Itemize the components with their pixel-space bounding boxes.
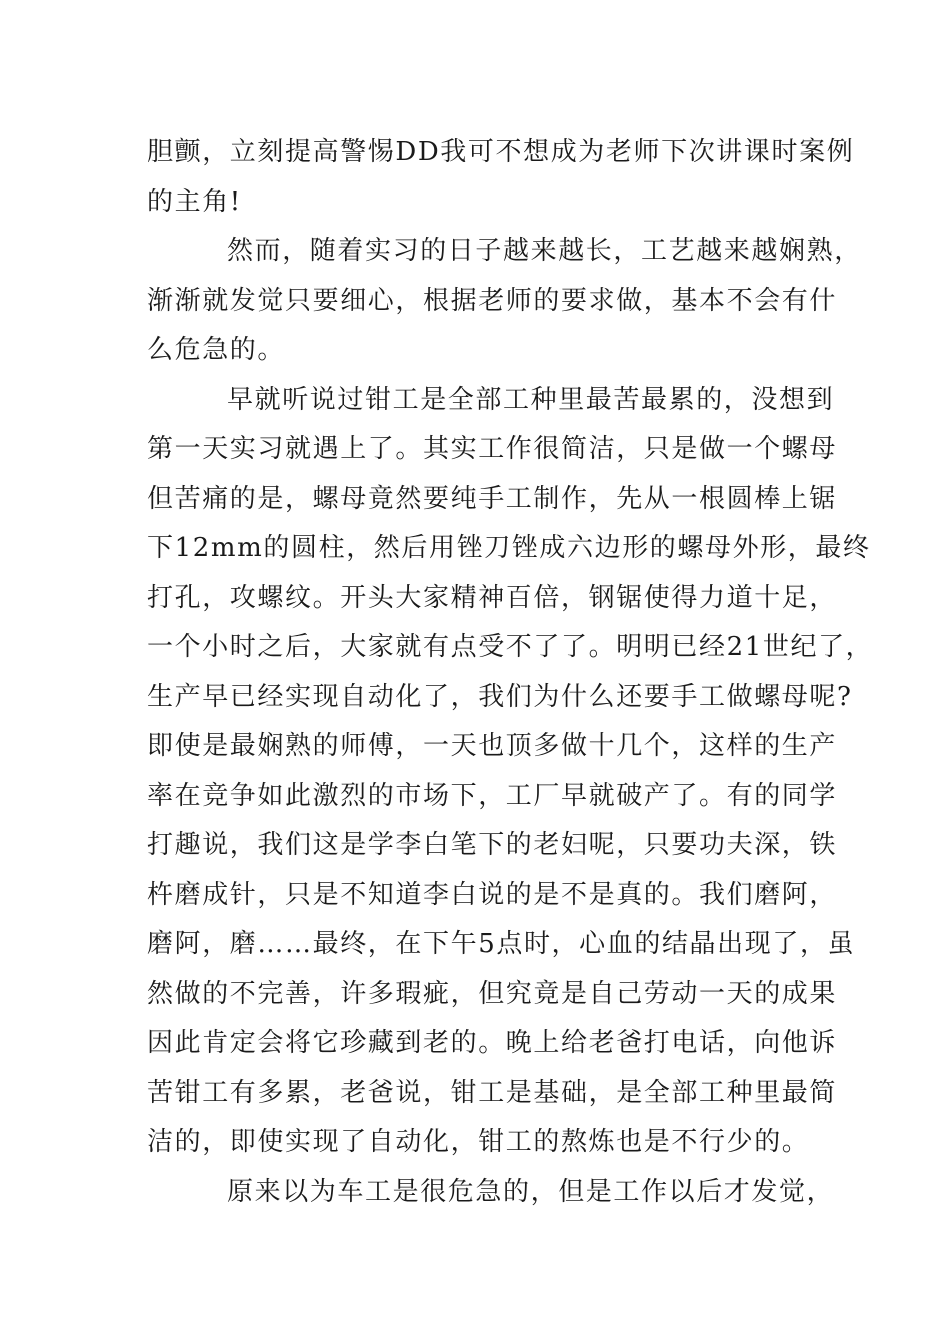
text-line: 第一天实习就遇上了。其实工作很简洁，只是做一个螺母 [147, 434, 838, 464]
text-line: 胆颤，立刻提高警惕DD我可不想成为老师下次讲课时案例 [147, 137, 855, 167]
text-line: 因此肯定会将它珍藏到老的。晚上给老爸打电话，向他诉 [147, 1028, 838, 1058]
text-line: 一个小时之后，大家就有点受不了了。明明已经21世纪了， [147, 632, 874, 662]
text-line: 然做的不完善，许多瑕疵，但究竟是自己劳动一天的成果 [147, 978, 838, 1009]
text-line: 的主角! [147, 186, 242, 217]
text-line: 洁的，即使实现了自动化，钳工的熬炼也是不行少的。 [147, 1127, 810, 1157]
text-line: 么危急的。 [147, 335, 286, 365]
text-line: 原来以为车工是很危急的，但是工作以后才发觉， [227, 1176, 835, 1207]
text-line: 打孔，攻螺纹。开头大家精神百倍，钢锯使得力道十足， [147, 582, 838, 613]
text-line: 磨阿，磨……最终，在下午5点时，心血的结晶出现了，虽 [147, 929, 856, 959]
text-line: 然而，随着实习的日子越来越长，工艺越来越娴熟， [227, 236, 862, 266]
text-line: 早就听说过钳工是全部工种里最苦最累的，没想到 [227, 384, 835, 415]
text-line: 但苦痛的是，螺母竟然要纯手工制作，先从一根圆棒上锯 [147, 483, 838, 514]
body-text [147, 128, 874, 1217]
text-line: 率在竞争如此激烈的市场下，工厂早就破产了。有的同学 [147, 780, 838, 811]
text-line: 苦钳工有多累，老爸说，钳工是基础，是全部工种里最简 [147, 1077, 838, 1108]
text-line: 打趣说，我们这是学李白笔下的老妇呢，只要功夫深，铁 [147, 830, 838, 860]
text-line: 下12mm的圆柱，然后用锉刀锉成六边形的螺母外形，最终 [147, 533, 871, 563]
text-line: 渐渐就发觉只要细心，根据老师的要求做，基本不会有什 [147, 285, 838, 316]
text-line: 即使是最娴熟的师傅，一天也顶多做十几个，这样的生产 [147, 731, 838, 761]
text-line: 杵磨成针，只是不知道李白说的是不是真的。我们磨阿， [147, 879, 838, 910]
text-line: 生产早已经实现自动化了，我们为什么还要手工做螺母呢? [147, 681, 853, 712]
